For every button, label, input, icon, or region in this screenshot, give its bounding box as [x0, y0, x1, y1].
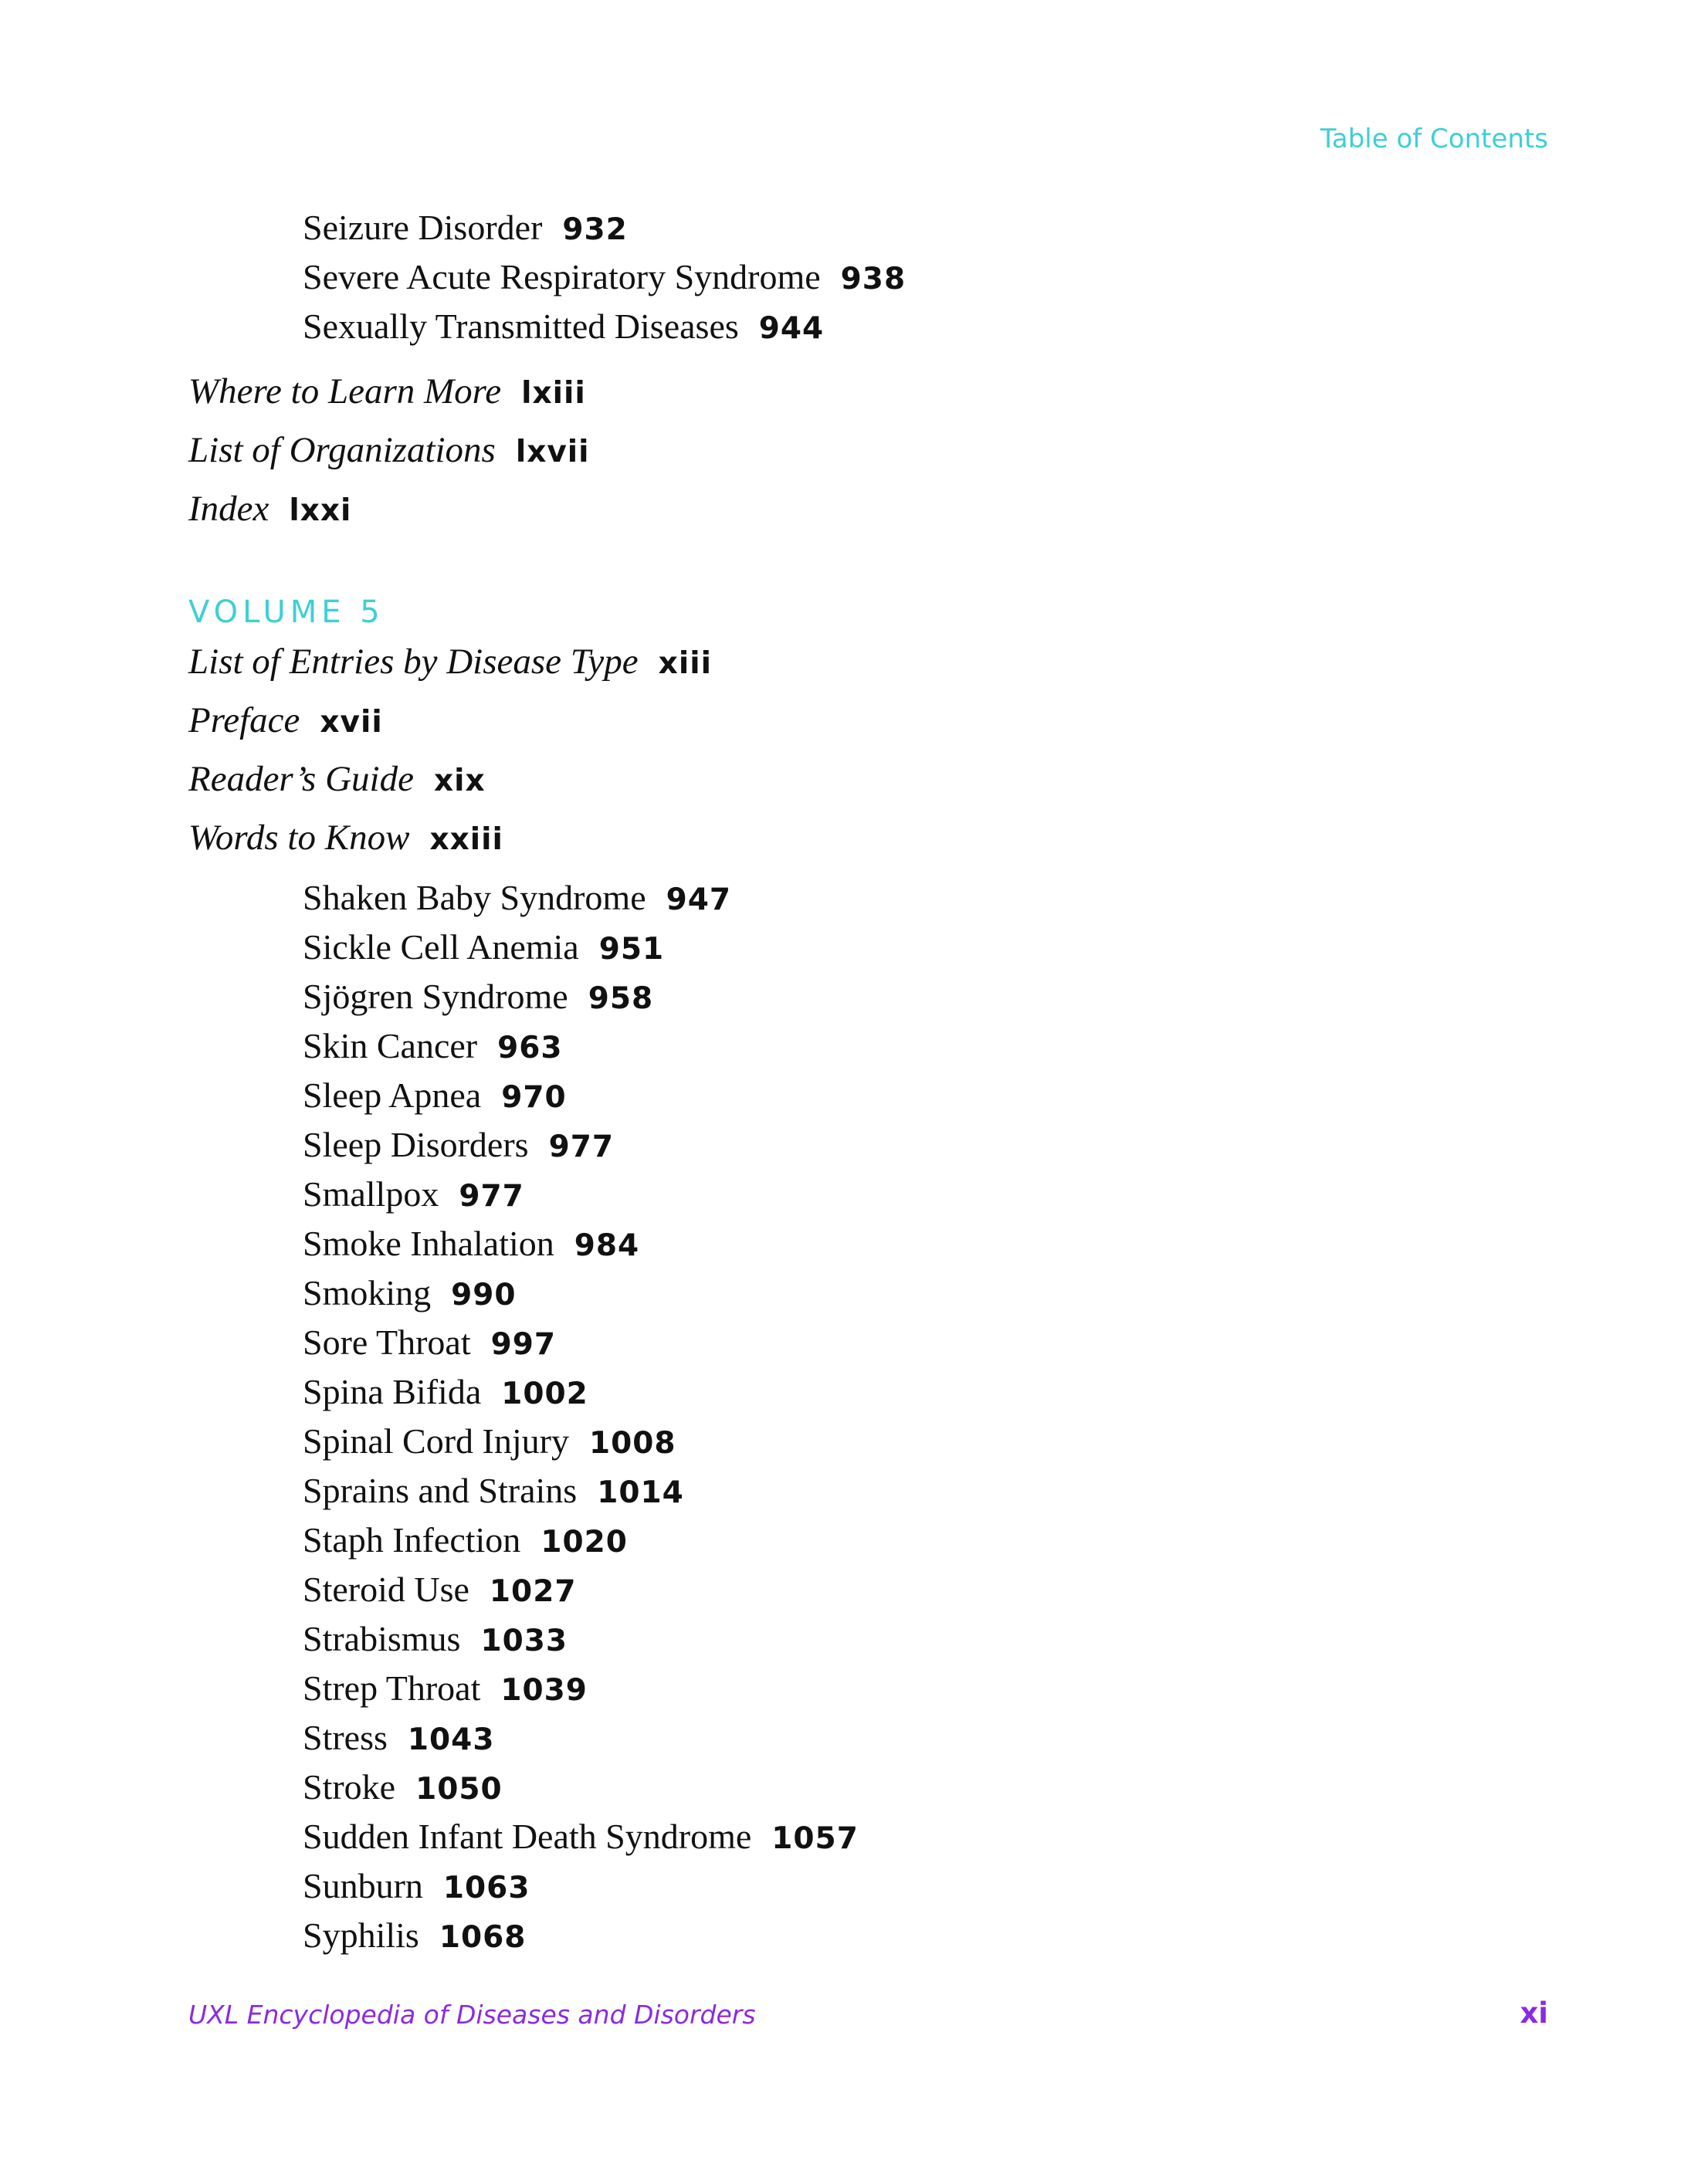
back-matter-list — [0, 371, 1708, 547]
toc-entry[interactable] — [303, 1717, 1708, 1766]
toc-section[interactable] — [188, 371, 1708, 429]
section-title: List of Organizations — [188, 430, 496, 470]
toc-entry[interactable] — [303, 1025, 1708, 1075]
entry-page: 932 — [562, 212, 628, 247]
entry-page: 970 — [501, 1080, 567, 1115]
entry-page: 997 — [490, 1327, 557, 1362]
entry-page: 944 — [758, 311, 825, 346]
section-page: lxiii — [521, 376, 586, 411]
toc-section[interactable] — [188, 641, 1708, 699]
entry-title: Sickle Cell Anemia — [303, 927, 579, 967]
entry-title: Shaken Baby Syndrome — [303, 878, 646, 917]
entry-page: 977 — [548, 1130, 614, 1164]
entry-page: 947 — [666, 882, 732, 917]
entry-page: 1027 — [489, 1574, 577, 1609]
volume-front-matter-list — [0, 641, 1708, 876]
toc-section[interactable] — [188, 699, 1708, 758]
toc-entry[interactable] — [303, 1421, 1708, 1470]
section-page: xix — [433, 764, 486, 798]
entry-page: 1039 — [500, 1673, 588, 1708]
entry-page: 1033 — [480, 1624, 568, 1658]
footer-book-title: UXL Encyclopedia of Diseases and Disorders — [188, 2000, 756, 2030]
entry-title: Steroid Use — [303, 1570, 469, 1609]
running-head: Table of Contents — [1320, 124, 1548, 154]
entry-title: Smoking — [303, 1273, 432, 1312]
entry-page: 963 — [497, 1031, 563, 1065]
entry-title: Severe Acute Respiratory Syndrome — [303, 257, 821, 296]
entry-title: Spina Bifida — [303, 1372, 482, 1411]
toc-entry[interactable] — [303, 877, 1708, 926]
toc-entry[interactable] — [303, 1470, 1708, 1519]
entry-page: 951 — [598, 932, 665, 967]
volume-heading: VOLUME 5 — [188, 594, 385, 630]
toc-entry[interactable] — [303, 1272, 1708, 1322]
toc-entry[interactable] — [303, 1174, 1708, 1223]
entry-title: Strep Throat — [303, 1668, 481, 1708]
toc-entry[interactable] — [303, 1124, 1708, 1174]
toc-entry[interactable] — [303, 926, 1708, 976]
entry-title: Smoke Inhalation — [303, 1224, 554, 1263]
toc-entry[interactable] — [303, 1668, 1708, 1717]
section-page: lxxi — [289, 493, 352, 528]
section-page: xxiii — [429, 822, 503, 857]
entry-title: Sunburn — [303, 1866, 423, 1905]
entry-page: 1043 — [407, 1722, 495, 1757]
toc-entry[interactable] — [303, 1816, 1708, 1865]
entry-page: 938 — [840, 262, 907, 296]
section-title: Words to Know — [188, 818, 410, 858]
entry-title: Sprains and Strains — [303, 1471, 578, 1510]
entry-title: Strabismus — [303, 1619, 461, 1658]
section-title: Where to Learn More — [188, 371, 502, 412]
toc-section[interactable] — [188, 429, 1708, 488]
entry-title: Smallpox — [303, 1174, 439, 1214]
entry-title: Syphilis — [303, 1915, 419, 1955]
entry-title: Sleep Apnea — [303, 1075, 482, 1115]
entry-page: 1008 — [588, 1426, 676, 1461]
footer-page-number: xi — [1520, 1997, 1548, 2030]
toc-entry[interactable] — [303, 1569, 1708, 1618]
entry-page: 977 — [459, 1179, 524, 1214]
entry-title: Spinal Cord Injury — [303, 1421, 569, 1461]
toc-entry[interactable] — [303, 976, 1708, 1025]
section-title: Index — [188, 489, 269, 529]
volume-entries-list — [0, 877, 1708, 1964]
entry-page: 1063 — [442, 1871, 530, 1905]
section-page: xvii — [320, 705, 383, 740]
toc-entry[interactable] — [303, 1865, 1708, 1915]
entry-title: Sore Throat — [303, 1323, 471, 1362]
toc-section[interactable] — [188, 758, 1708, 817]
entry-title: Skin Cancer — [303, 1026, 478, 1065]
toc-entry[interactable] — [303, 256, 1708, 306]
entry-page: 958 — [588, 981, 654, 1016]
section-title: List of Entries by Disease Type — [188, 642, 639, 682]
toc-entry[interactable] — [303, 1618, 1708, 1668]
entry-page: 1002 — [501, 1377, 588, 1411]
entry-title: Stress — [303, 1718, 388, 1757]
section-page: xiii — [658, 646, 712, 681]
top-entries-list — [0, 207, 1708, 355]
toc-entry[interactable] — [303, 1519, 1708, 1569]
section-title: Reader’s Guide — [188, 759, 414, 799]
entry-title: Sudden Infant Death Syndrome — [303, 1817, 752, 1856]
section-page: lxvii — [515, 435, 590, 469]
entry-page: 1068 — [439, 1920, 527, 1955]
toc-entry[interactable] — [303, 306, 1708, 355]
entry-page: 1050 — [415, 1772, 503, 1807]
toc-entry[interactable] — [303, 1766, 1708, 1816]
entry-page: 990 — [451, 1278, 517, 1312]
toc-entry[interactable] — [303, 1322, 1708, 1371]
toc-entry[interactable] — [303, 1075, 1708, 1124]
toc-section[interactable] — [188, 488, 1708, 547]
entry-title: Sexually Transmitted Diseases — [303, 307, 739, 346]
entry-page: 1014 — [597, 1475, 684, 1510]
toc-entry[interactable] — [303, 207, 1708, 256]
entry-title: Stroke — [303, 1767, 396, 1807]
toc-section[interactable] — [188, 817, 1708, 876]
toc-entry[interactable] — [303, 1223, 1708, 1272]
toc-entry[interactable] — [303, 1915, 1708, 1964]
section-title: Preface — [188, 700, 300, 740]
entry-page: 1057 — [771, 1821, 859, 1856]
entry-title: Staph Infection — [303, 1520, 521, 1560]
entry-title: Seizure Disorder — [303, 208, 543, 247]
entry-title: Sjögren Syndrome — [303, 977, 568, 1016]
entry-page: 984 — [574, 1228, 640, 1263]
entry-title: Sleep Disorders — [303, 1125, 529, 1164]
entry-page: 1020 — [541, 1525, 628, 1560]
toc-entry[interactable] — [303, 1371, 1708, 1421]
